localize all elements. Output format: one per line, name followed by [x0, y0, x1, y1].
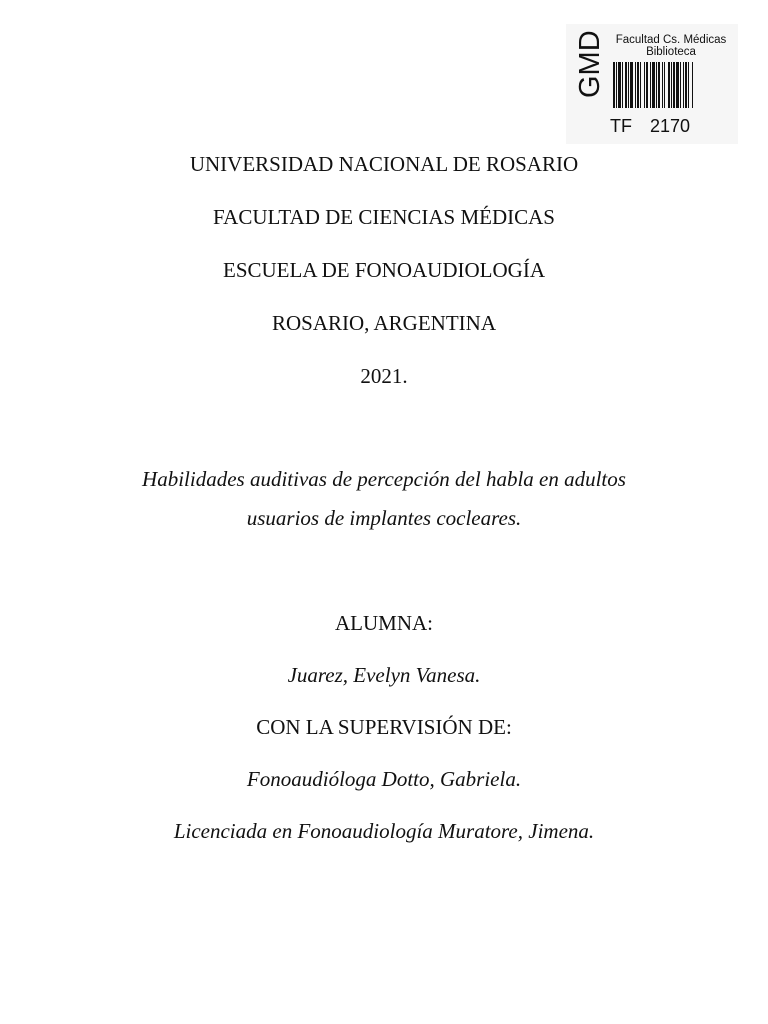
library-side-code: GMD: [574, 30, 606, 98]
supervisor-2: Licenciada en Fonoaudiología Muratore, Jimena.: [173, 819, 595, 843]
thesis-title-line-2: usuarios de implantes cocleares.: [246, 506, 522, 530]
location: ROSARIO, ARGENTINA: [271, 311, 496, 335]
year: 2021.: [360, 364, 408, 388]
supervisor-1: Fonoaudióloga Dotto, Gabriela.: [246, 767, 522, 791]
student-heading: ALUMNA:: [335, 611, 433, 635]
school-name: ESCUELA DE FONOAUDIOLOGÍA: [223, 258, 545, 282]
student-name: Juarez, Evelyn Vanesa.: [287, 663, 481, 687]
university-name: UNIVERSIDAD NACIONAL DE ROSARIO: [189, 152, 579, 176]
supervision-heading: CON LA SUPERVISIÓN DE:: [256, 715, 512, 739]
library-label-faculty: Facultad Cs. Médicas: [615, 34, 727, 46]
barcode-image: [613, 62, 729, 108]
call-number-prefix: TF: [610, 116, 632, 136]
thesis-title-line-1: Habilidades auditivas de percepción del habla en adultos: [142, 467, 626, 491]
library-label-library: Biblioteca: [646, 46, 696, 58]
faculty-name: FACULTAD DE CIENCIAS MÉDICAS: [213, 205, 555, 229]
call-number: 2170: [650, 116, 691, 136]
